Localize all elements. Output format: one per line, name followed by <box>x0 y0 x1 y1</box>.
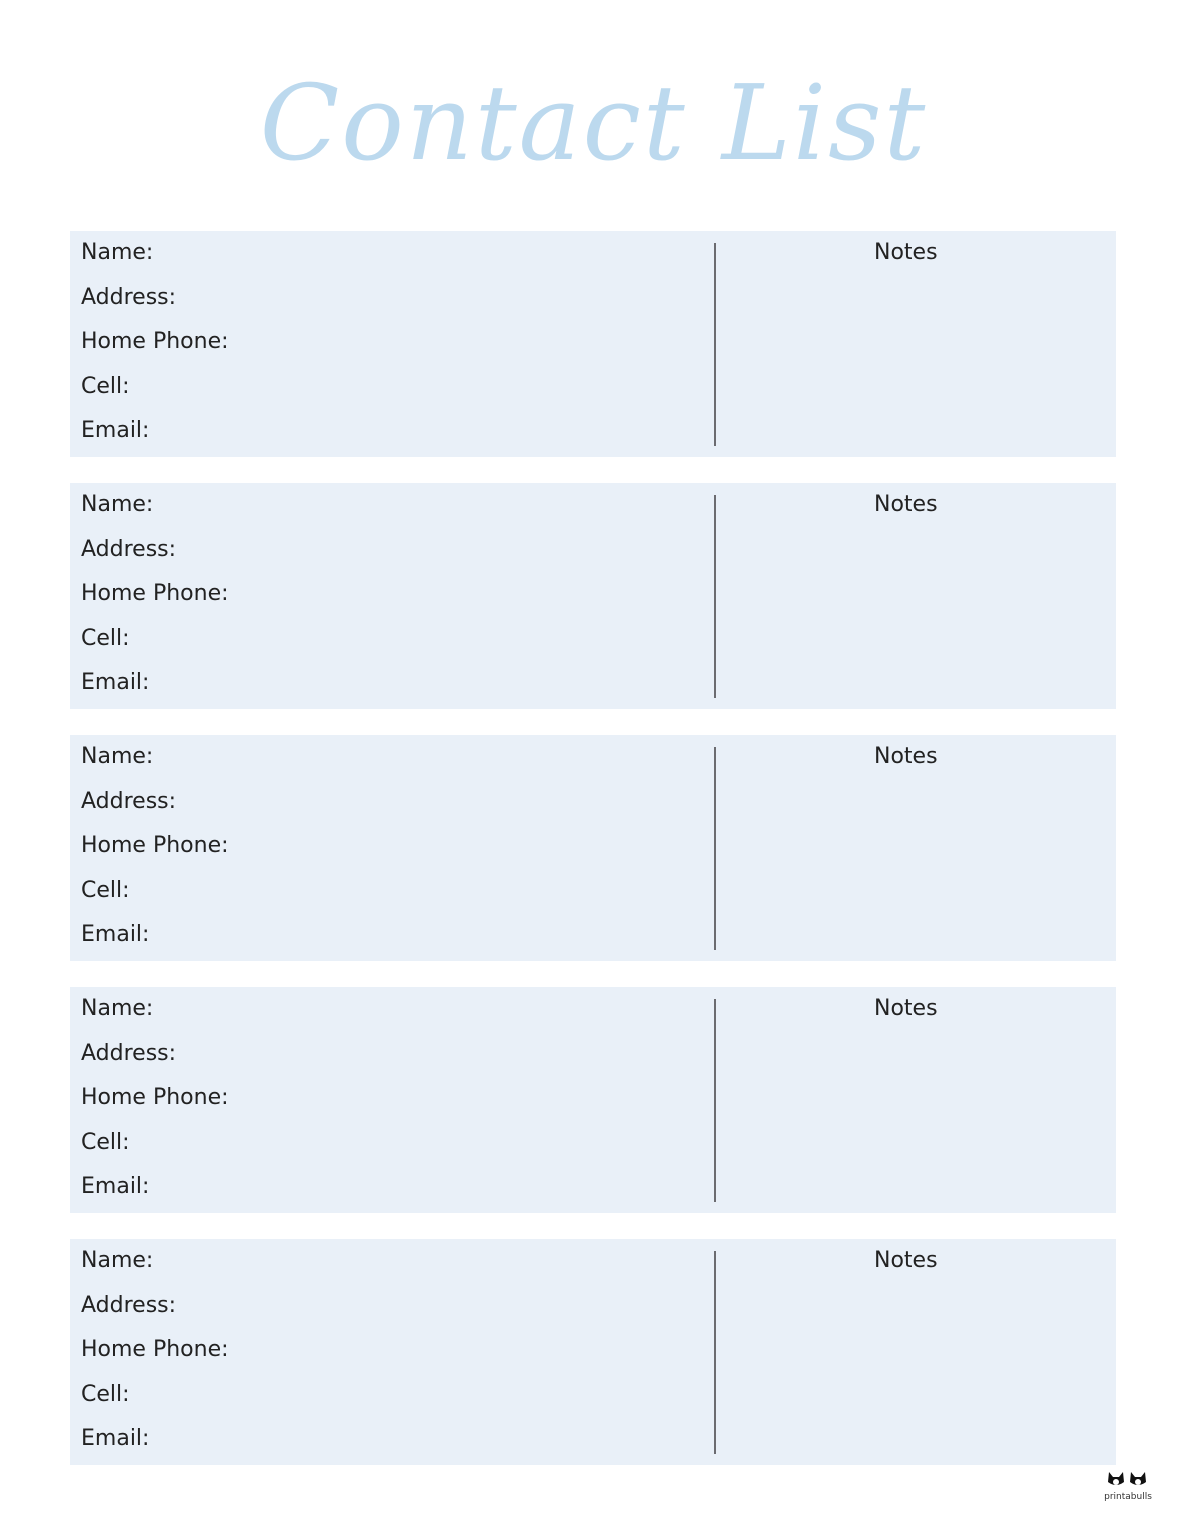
notes-label: Notes <box>874 1248 938 1273</box>
cell-label: Cell: <box>81 1129 130 1155</box>
name-label: Name: <box>81 1248 154 1273</box>
column-divider <box>714 495 716 698</box>
page-title: Contact List <box>259 62 928 184</box>
email-label: Email: <box>81 670 150 696</box>
notes-label: Notes <box>874 744 938 769</box>
cell-label: Cell: <box>81 625 130 651</box>
email-label: Email: <box>81 922 150 948</box>
address-label: Address: <box>81 1040 177 1066</box>
home-phone-label: Home Phone: <box>81 329 229 355</box>
cell-label: Cell: <box>81 373 130 399</box>
address-label: Address: <box>81 536 177 562</box>
contact-card-4 <box>70 987 1116 1213</box>
contact-fields <box>81 489 229 712</box>
address-label: Address: <box>81 788 177 814</box>
contact-fields <box>81 237 229 460</box>
address-label: Address: <box>81 1292 177 1318</box>
name-label: Name: <box>81 492 154 517</box>
column-divider <box>714 1251 716 1454</box>
email-label: Email: <box>81 418 150 444</box>
home-phone-label: Home Phone: <box>81 1337 229 1363</box>
column-divider <box>714 243 716 446</box>
contact-fields <box>81 1245 229 1468</box>
notes-label: Notes <box>874 996 938 1021</box>
column-divider <box>714 747 716 950</box>
notes-label: Notes <box>874 492 938 517</box>
name-label: Name: <box>81 744 154 769</box>
logo-text: printabulls <box>1104 1492 1152 1502</box>
contact-card-3 <box>70 735 1116 961</box>
two-french-bulldogs-icon <box>1106 1470 1150 1488</box>
printabulls-logo <box>1098 1470 1158 1502</box>
name-label: Name: <box>81 996 154 1021</box>
home-phone-label: Home Phone: <box>81 581 229 607</box>
notes-label: Notes <box>874 240 938 265</box>
contact-card-2 <box>70 483 1116 709</box>
address-label: Address: <box>81 284 177 310</box>
cell-label: Cell: <box>81 1381 130 1407</box>
column-divider <box>714 999 716 1202</box>
email-label: Email: <box>81 1174 150 1200</box>
contact-card-1 <box>70 231 1116 457</box>
contact-fields <box>81 741 229 964</box>
home-phone-label: Home Phone: <box>81 833 229 859</box>
name-label: Name: <box>81 240 154 265</box>
home-phone-label: Home Phone: <box>81 1085 229 1111</box>
email-label: Email: <box>81 1426 150 1452</box>
contact-fields <box>81 993 229 1216</box>
contact-card-5 <box>70 1239 1116 1465</box>
cell-label: Cell: <box>81 877 130 903</box>
